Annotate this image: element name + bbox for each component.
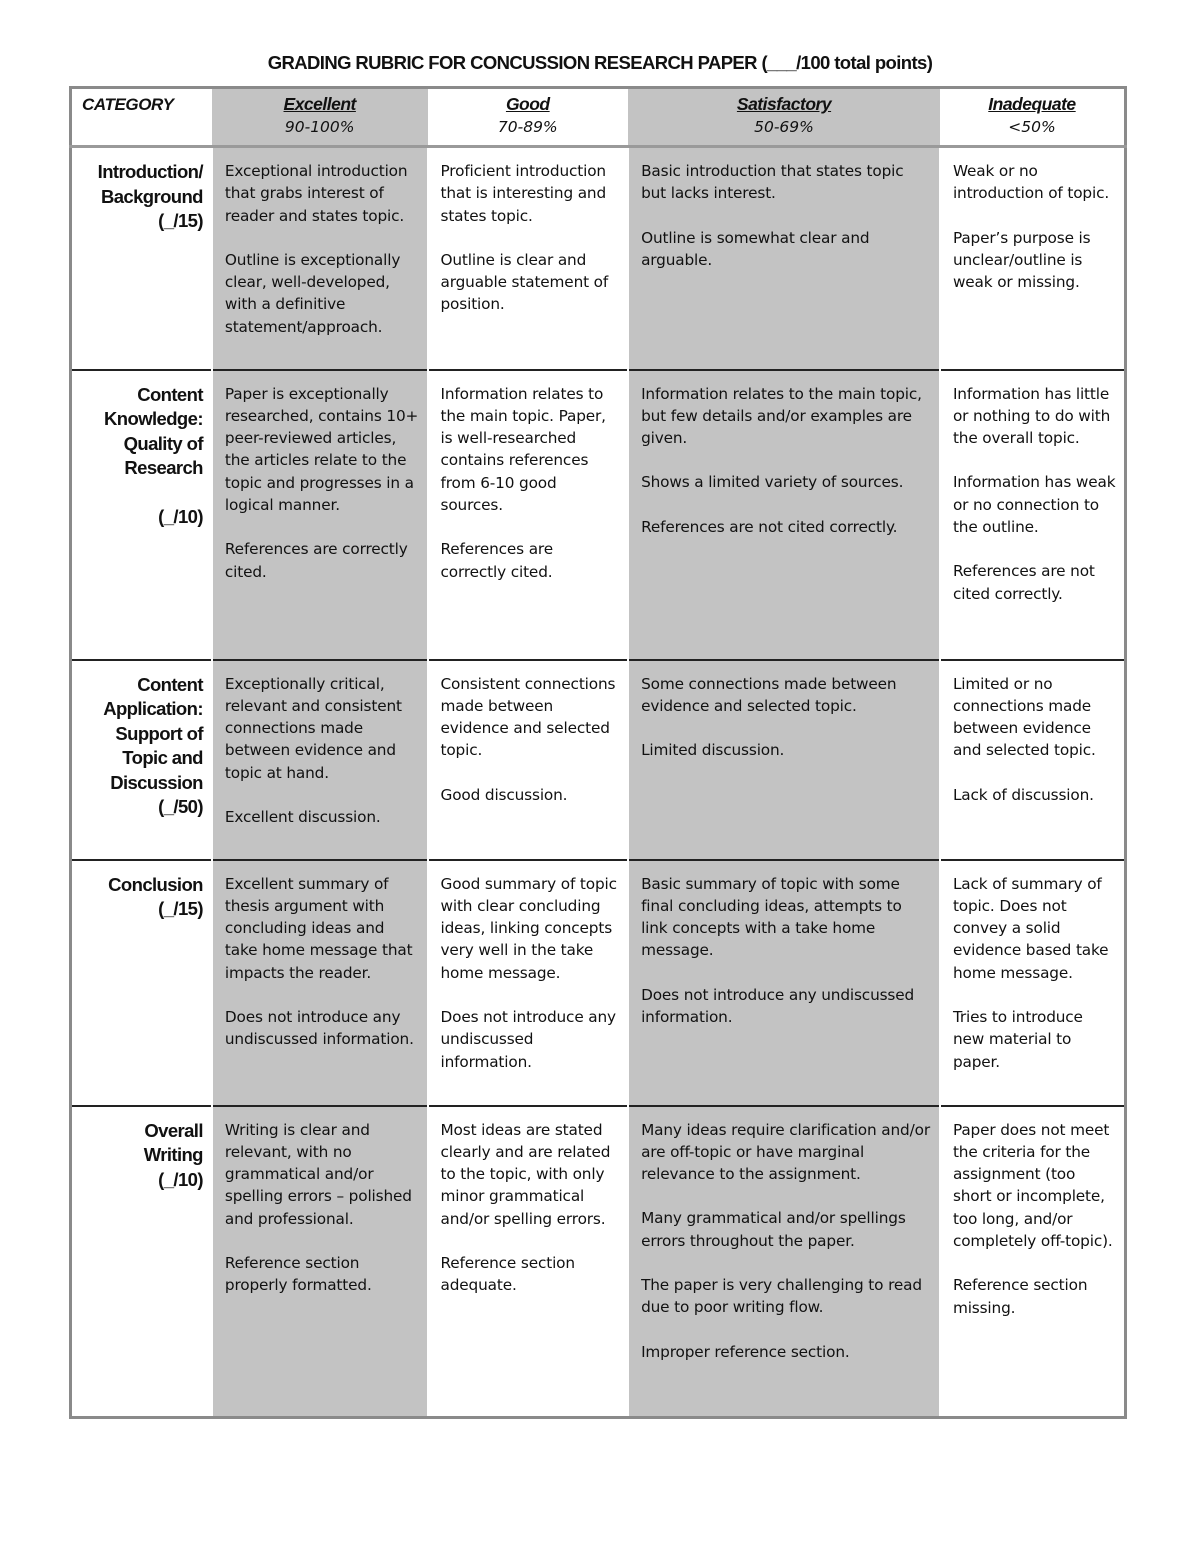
descriptor-inadequate xyxy=(940,1106,1126,1418)
level-range: 70-89% xyxy=(497,118,558,136)
category-line: (_/15) xyxy=(158,898,203,919)
descriptor-paragraph: Improper reference section. xyxy=(641,1342,850,1361)
descriptor-paragraph: Most ideas are stated clearly and are related to the topic, with only minor grammatical and/or spelling errors. xyxy=(440,1120,611,1228)
descriptor-inadequate xyxy=(940,147,1126,370)
descriptor-good xyxy=(428,860,629,1106)
descriptor-paragraph: Good summary of topic with clear concluding ideas, linking concepts very well in the take home message. xyxy=(440,874,617,982)
descriptor-inadequate xyxy=(940,860,1126,1106)
category-header: CATEGORY xyxy=(71,88,212,147)
descriptor-paragraph: Excellent summary of thesis argument with concluding ideas and take home message that impacts the reader. xyxy=(224,874,413,982)
descriptor-satisfactory xyxy=(628,860,940,1106)
descriptor-paragraph: Some connections made between evidence and selected topic. xyxy=(641,674,897,715)
category-line: (_/10) xyxy=(158,506,203,527)
category-line: Quality of xyxy=(123,432,203,454)
descriptor-paragraph: Lack of summary of topic. Does not convey a solid evidence based take home message. xyxy=(952,874,1109,982)
descriptor-paragraph: Excellent discussion. xyxy=(224,807,381,826)
descriptor-paragraph: Paper’s purpose is unclear/outline is weak or missing. xyxy=(952,228,1091,292)
descriptor-good xyxy=(428,370,629,660)
descriptor-paragraph: Paper is exceptionally researched, contains 10+ peer-reviewed articles, the articles relate to the topic and progresses in a logical manner. xyxy=(224,384,419,514)
descriptor-paragraph: Reference section adequate. xyxy=(440,1253,575,1295)
descriptor-satisfactory xyxy=(628,660,940,860)
descriptor-paragraph: Basic introduction that states topic but lacks interest. xyxy=(641,162,904,203)
descriptor-paragraph: Many ideas require clarification and/or are off-topic or have marginal relevance to the assignment. xyxy=(641,1120,930,1184)
descriptor-satisfactory xyxy=(628,147,940,370)
category-line: Background xyxy=(100,185,203,207)
category-line: Content xyxy=(137,383,203,405)
descriptor-inadequate xyxy=(940,370,1126,660)
descriptor-paragraph: Shows a limited variety of sources. xyxy=(641,473,904,492)
category-line: (_/50) xyxy=(158,796,203,817)
descriptor-satisfactory xyxy=(628,1106,940,1418)
descriptor-paragraph: Reference section properly formatted. xyxy=(224,1253,372,1295)
level-range: 50-69% xyxy=(754,118,814,136)
category-cell xyxy=(71,1106,212,1418)
level-header-inadequate xyxy=(940,88,1126,147)
level-header-good xyxy=(428,88,629,147)
category-cell xyxy=(71,660,212,860)
criterion-row-content-application xyxy=(71,660,1126,860)
level-header-excellent xyxy=(212,88,428,147)
category-line: Discussion xyxy=(110,771,203,793)
descriptor-good xyxy=(428,147,629,370)
descriptor-paragraph: Lack of discussion. xyxy=(952,785,1094,804)
category-line: Conclusion xyxy=(108,873,203,895)
descriptor-paragraph: Does not introduce any undiscussed information. xyxy=(224,1007,414,1049)
descriptor-satisfactory xyxy=(628,370,940,660)
descriptor-excellent xyxy=(212,1106,428,1418)
descriptor-paragraph: Limited discussion. xyxy=(641,741,785,760)
level-name: Excellent xyxy=(283,94,356,114)
descriptor-excellent xyxy=(212,147,428,370)
descriptor-paragraph: Outline is exceptionally clear, well-developed, with a definitive statement/approach. xyxy=(224,250,401,336)
level-name: Good xyxy=(505,94,550,114)
descriptor-paragraph: Does not introduce any undiscussed information. xyxy=(440,1007,616,1071)
category-cell xyxy=(71,370,212,660)
descriptor-paragraph: Information relates to the main topic. Paper, is well-researched contains references from 6-10 good sources. xyxy=(440,384,606,514)
descriptor-paragraph: Many grammatical and/or spellings errors throughout the paper. xyxy=(641,1209,906,1250)
descriptor-paragraph: Information has little or nothing to do with the overall topic. xyxy=(952,384,1111,448)
descriptor-paragraph: References are correctly cited. xyxy=(224,540,408,581)
category-line: Knowledge: xyxy=(104,408,203,429)
page-title: GRADING RUBRIC FOR CONCUSSION RESEARCH PAPER (___/100 total points) xyxy=(267,52,933,73)
descriptor-paragraph: Information relates to the main topic, but few details and/or examples are given. xyxy=(641,384,922,448)
descriptor-paragraph: Outline is somewhat clear and arguable. xyxy=(641,228,870,269)
category-line: (_/10) xyxy=(158,1168,203,1190)
category-line: Writing xyxy=(143,1144,203,1165)
category-line: Application: xyxy=(103,698,203,719)
descriptor-paragraph: Proficient introduction that is interesting and states topic. xyxy=(440,162,607,225)
descriptor-good xyxy=(428,1106,629,1418)
descriptor-paragraph: Exceptionally critical, relevant and consistent connections made between evidence and topic at hand. xyxy=(224,674,402,782)
descriptor-paragraph: Limited or no connections made between evidence and selected topic. xyxy=(952,674,1096,760)
descriptor-good xyxy=(428,660,629,860)
category-line xyxy=(72,481,203,506)
descriptor-paragraph: Paper does not meet the criteria for the assignment (too short or incomplete, too long, and/or completely off-topic). xyxy=(952,1120,1113,1250)
level-name: Inadequate xyxy=(988,94,1076,114)
descriptor-paragraph: Information has weak or no connection to the outline. xyxy=(952,473,1116,536)
level-range: <50% xyxy=(1008,118,1056,136)
rubric-table xyxy=(69,86,1127,1419)
category-line: Overall xyxy=(144,1119,203,1141)
descriptor-paragraph: References are not cited correctly. xyxy=(952,562,1095,603)
descriptor-inadequate xyxy=(940,660,1126,860)
descriptor-paragraph: Weak or no introduction of topic. xyxy=(952,162,1110,203)
level-name: Satisfactory xyxy=(736,94,832,114)
descriptor-paragraph: Outline is clear and arguable statement of position. xyxy=(440,250,609,314)
category-line: (_/15) xyxy=(158,210,203,231)
category-cell xyxy=(71,147,212,370)
criterion-row-conclusion xyxy=(71,860,1126,1106)
category-line: Support of xyxy=(115,722,203,744)
category-cell xyxy=(71,860,212,1106)
category-line: Content xyxy=(137,673,203,695)
category-line: Introduction/ xyxy=(97,161,203,182)
descriptor-excellent xyxy=(212,860,428,1106)
header-row xyxy=(71,88,1126,147)
level-header-satisfactory xyxy=(628,88,940,147)
descriptor-paragraph: References are not cited correctly. xyxy=(641,517,898,536)
criterion-row-content-knowledge xyxy=(71,370,1126,660)
criterion-row-introduction xyxy=(71,147,1126,370)
descriptor-paragraph: References are correctly cited. xyxy=(440,540,553,581)
descriptor-paragraph: Does not introduce any undiscussed information. xyxy=(641,985,915,1026)
descriptor-excellent xyxy=(212,660,428,860)
descriptor-paragraph: Consistent connections made between evidence and selected topic. xyxy=(440,674,616,760)
level-range: 90-100% xyxy=(284,118,355,136)
category-line: Research xyxy=(124,457,203,478)
descriptor-paragraph: Basic summary of topic with some final concluding ideas, attempts to link concepts with a take home message. xyxy=(641,874,902,960)
descriptor-paragraph: Writing is clear and relevant, with no grammatical and/or spelling errors – polished and professional. xyxy=(224,1120,412,1228)
descriptor-paragraph: Exceptional introduction that grabs interest of reader and states topic. xyxy=(224,162,408,225)
criterion-row-overall-writing xyxy=(71,1106,1126,1418)
category-line: Topic and xyxy=(122,747,203,768)
descriptor-paragraph: Tries to introduce new material to paper. xyxy=(952,1007,1083,1071)
descriptor-excellent xyxy=(212,370,428,660)
descriptor-paragraph: The paper is very challenging to read due to poor writing flow. xyxy=(641,1275,922,1317)
descriptor-paragraph: Good discussion. xyxy=(440,785,568,804)
descriptor-paragraph: Reference section missing. xyxy=(952,1276,1088,1317)
